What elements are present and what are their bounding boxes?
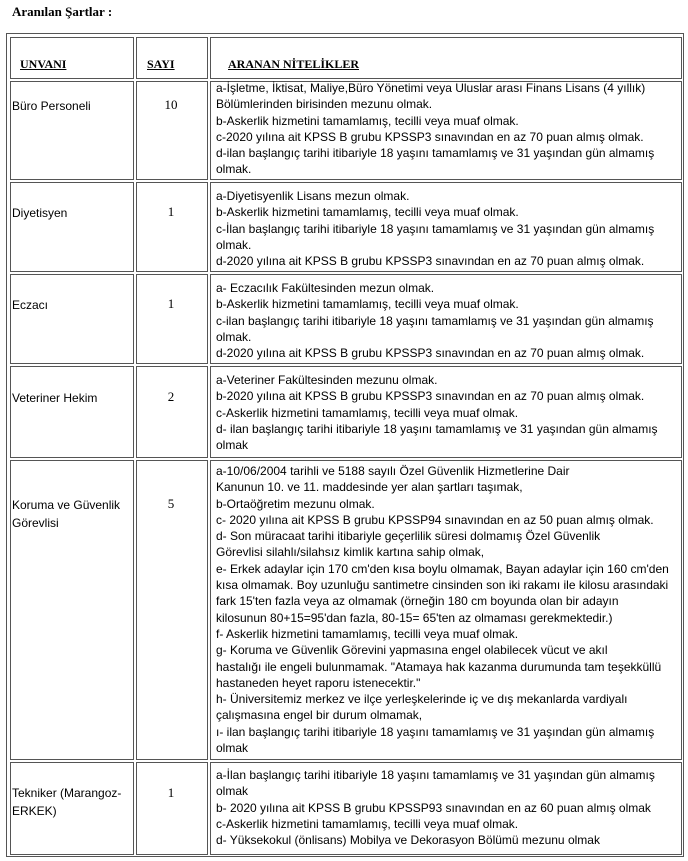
qualification-line: a-10/06/2004 tarihli ve 5188 sayılı Özel Güvenlik Hizmetlerine Dair [216,464,570,478]
qualification-line: c- 2020 yılına ait KPSS B grubu KPSSP94 sınavından en az 50 puan almış olmak. [216,512,654,527]
position-title: Tekniker (Marangoz-ERKEK) [12,786,122,818]
qualification-line: Görevlisi silahlı/silahsız kimlik kartına sahip olmak, [216,545,485,560]
qualification-line: Bölümlerinden birisinden mezunu olmak. [216,97,433,112]
qualification-line: olmak. [216,237,252,252]
qualification-line: e- Erkek adaylar için 170 cm'den kısa boylu olmamak, Bayan adaylar için 160 cm'den [216,561,669,576]
qualification-line: d-2020 yılına ait KPSS B grubu KPSSP3 sınavından en az 70 puan almış olmak. [216,346,645,361]
row-cell-title [10,366,134,458]
qualification-line: a-İşletme, İktisat, Maliye,Büro Yönetimi veya Uluslar arası Finans Lisans (4 yıllık) [216,81,646,95]
row-cell-title [10,182,134,272]
qualification-line: g- Koruma ve Güvenlik Görevini yapmasına engel olabilecek vücut ve akıl [216,643,608,658]
qualification-list [216,767,682,848]
qualification-line: olmak. [216,162,252,177]
qualification-line: c-Askerlik hizmetini tamamlamış, tecilli veya muaf olmak. [216,816,519,831]
qualification-line: kısa olmamak. Boy uzunluğu santimetre cinsinden son iki rakamı ile kilosu arasındaki [216,578,669,593]
qualification-line: d- Son müracaat tarihi itibariyle geçerlilik süresi dolmamış Özel Güvenlik [216,529,601,544]
qualification-line: a-Veteriner Fakültesinden mezunu olmak. [216,373,438,387]
qualification-line: olmak [216,438,249,453]
row-cell-count [136,81,208,180]
qualification-list [216,188,682,269]
qualification-line: c-2020 yılına ait KPSS B grubu KPSSP3 sınavından en az 70 puan almış olmak. [216,129,644,144]
position-title: Eczacı [12,298,49,312]
qualification-line: b-Askerlik hizmetini tamamlamış, tecilli veya muaf olmak. [216,205,519,220]
position-count: 1 [167,296,175,311]
row-cell-title [10,274,134,364]
position-count: 1 [167,204,175,219]
qualification-line: c-Askerlik hizmetini tamamlamış, tecilli veya muaf olmak. [216,405,519,420]
header-title: UNVANI [20,57,67,71]
position-count: 1 [167,785,175,800]
row-cell-count [136,366,208,458]
row-cell-count [136,762,208,855]
qualification-line: c-İlan başlangıç tarihi itibariyle 18 yaşını tamamlamış ve 31 yaşından gün almamış [216,221,655,236]
qualification-line: a-İlan başlangıç tarihi itibariyle 18 yaşını tamamlamış ve 31 yaşından gün almamış [216,768,655,782]
qualification-line: a- Eczacılık Fakültesinden mezun olmak. [216,281,435,295]
position-count: 10 [164,97,178,112]
qualification-line: a-Diyetisyenlik Lisans mezun olmak. [216,189,410,203]
position-count: 5 [167,496,175,511]
qualification-line: ı- ilan başlangıç tarihi itibariyle 18 yaşını tamamlamış ve 31 yaşından gün almamış [216,724,655,739]
qualification-line: c-ilan başlangıç tarihi itibariyle 18 yaşını tamamlamış ve 31 yaşından gün almamış [216,313,654,328]
position-title: Diyetisyen [12,206,68,220]
qualification-line: h- Üniversitemiz merkez ve ilçe yerleşkelerinde iç ve dış mekanlarda vardiyalı [216,692,628,707]
position-title: Veteriner Hekim [12,391,98,405]
qualification-line: b-Ortaöğretim mezunu olmak. [216,496,375,511]
qualification-list [216,80,682,178]
qualification-line: b-2020 yılına ait KPSS B grubu KPSSP3 sınavından en az 70 puan almış olmak. [216,389,645,404]
qualification-line: d- Yüksekokul (önlisans) Mobilya ve Dekorasyon Bölümü mezunu olmak [216,833,600,848]
qualification-list [216,280,682,361]
qualification-line: d-2020 yılına ait KPSS B grubu KPSSP3 sınavından en az 70 puan almış olmak. [216,254,645,269]
qualification-line: d- ilan başlangıç tarihi itibariyle 18 yaşını tamamlamış ve 31 yaşından gün almamış [216,421,658,436]
qualification-line: f- Askerlik hizmetini tamamlamış, tecilli veya muaf olmak. [216,626,519,641]
header-qualifications: ARANAN NİTELİKLER [228,57,360,71]
qualification-line: b- 2020 yılına ait KPSS B grubu KPSSP93 sınavından en az 60 puan almış olmak [216,800,651,815]
qualification-line: çalışmasına engel bir durum olmamak, [216,708,423,723]
qualification-line: olmak [216,741,249,756]
qualification-list [216,372,682,453]
row-cell-title [10,81,134,180]
qualification-line: hastalığı ile engeli bulunmamak. "Atamaya hak kazanma durumunda tam teşekküllü [216,659,662,674]
qualification-line: kilosunun 80+15=95'dan fazla, 80-15= 65'ten az olmaması gerekmektedir.) [216,610,613,625]
header-count: SAYI [147,57,175,71]
qualification-line: fark 15'ten fazla veya az olmamak (örneğin 180 cm boyunda olan bir adayın [216,594,619,609]
row-cell-count [136,182,208,272]
position-title: Büro Personeli [12,99,91,113]
qualification-line: hastaneden heyet raporu istenecektir." [216,675,421,690]
qualification-list [216,463,682,756]
qualification-line: d-ilan başlangıç tarihi itibariyle 18 yaşını tamamlamış ve 31 yaşından gün almamış [216,146,655,161]
section-heading: Aranılan Şartlar : [12,4,113,19]
position-title: Koruma ve Güvenlik Görevlisi [12,498,121,530]
qualification-line: olmak [216,784,249,799]
position-count: 2 [167,389,175,404]
row-cell-count [136,274,208,364]
qualification-line: olmak. [216,329,252,344]
qualification-line: Kanunun 10. ve 11. maddesinde yer alan şartları taşımak, [216,480,523,495]
qualification-line: b-Askerlik hizmetini tamamlamış, tecilli veya muaf olmak. [216,297,519,312]
qualification-line: b-Askerlik hizmetini tamamlamış, tecilli veya muaf olmak. [216,113,519,128]
